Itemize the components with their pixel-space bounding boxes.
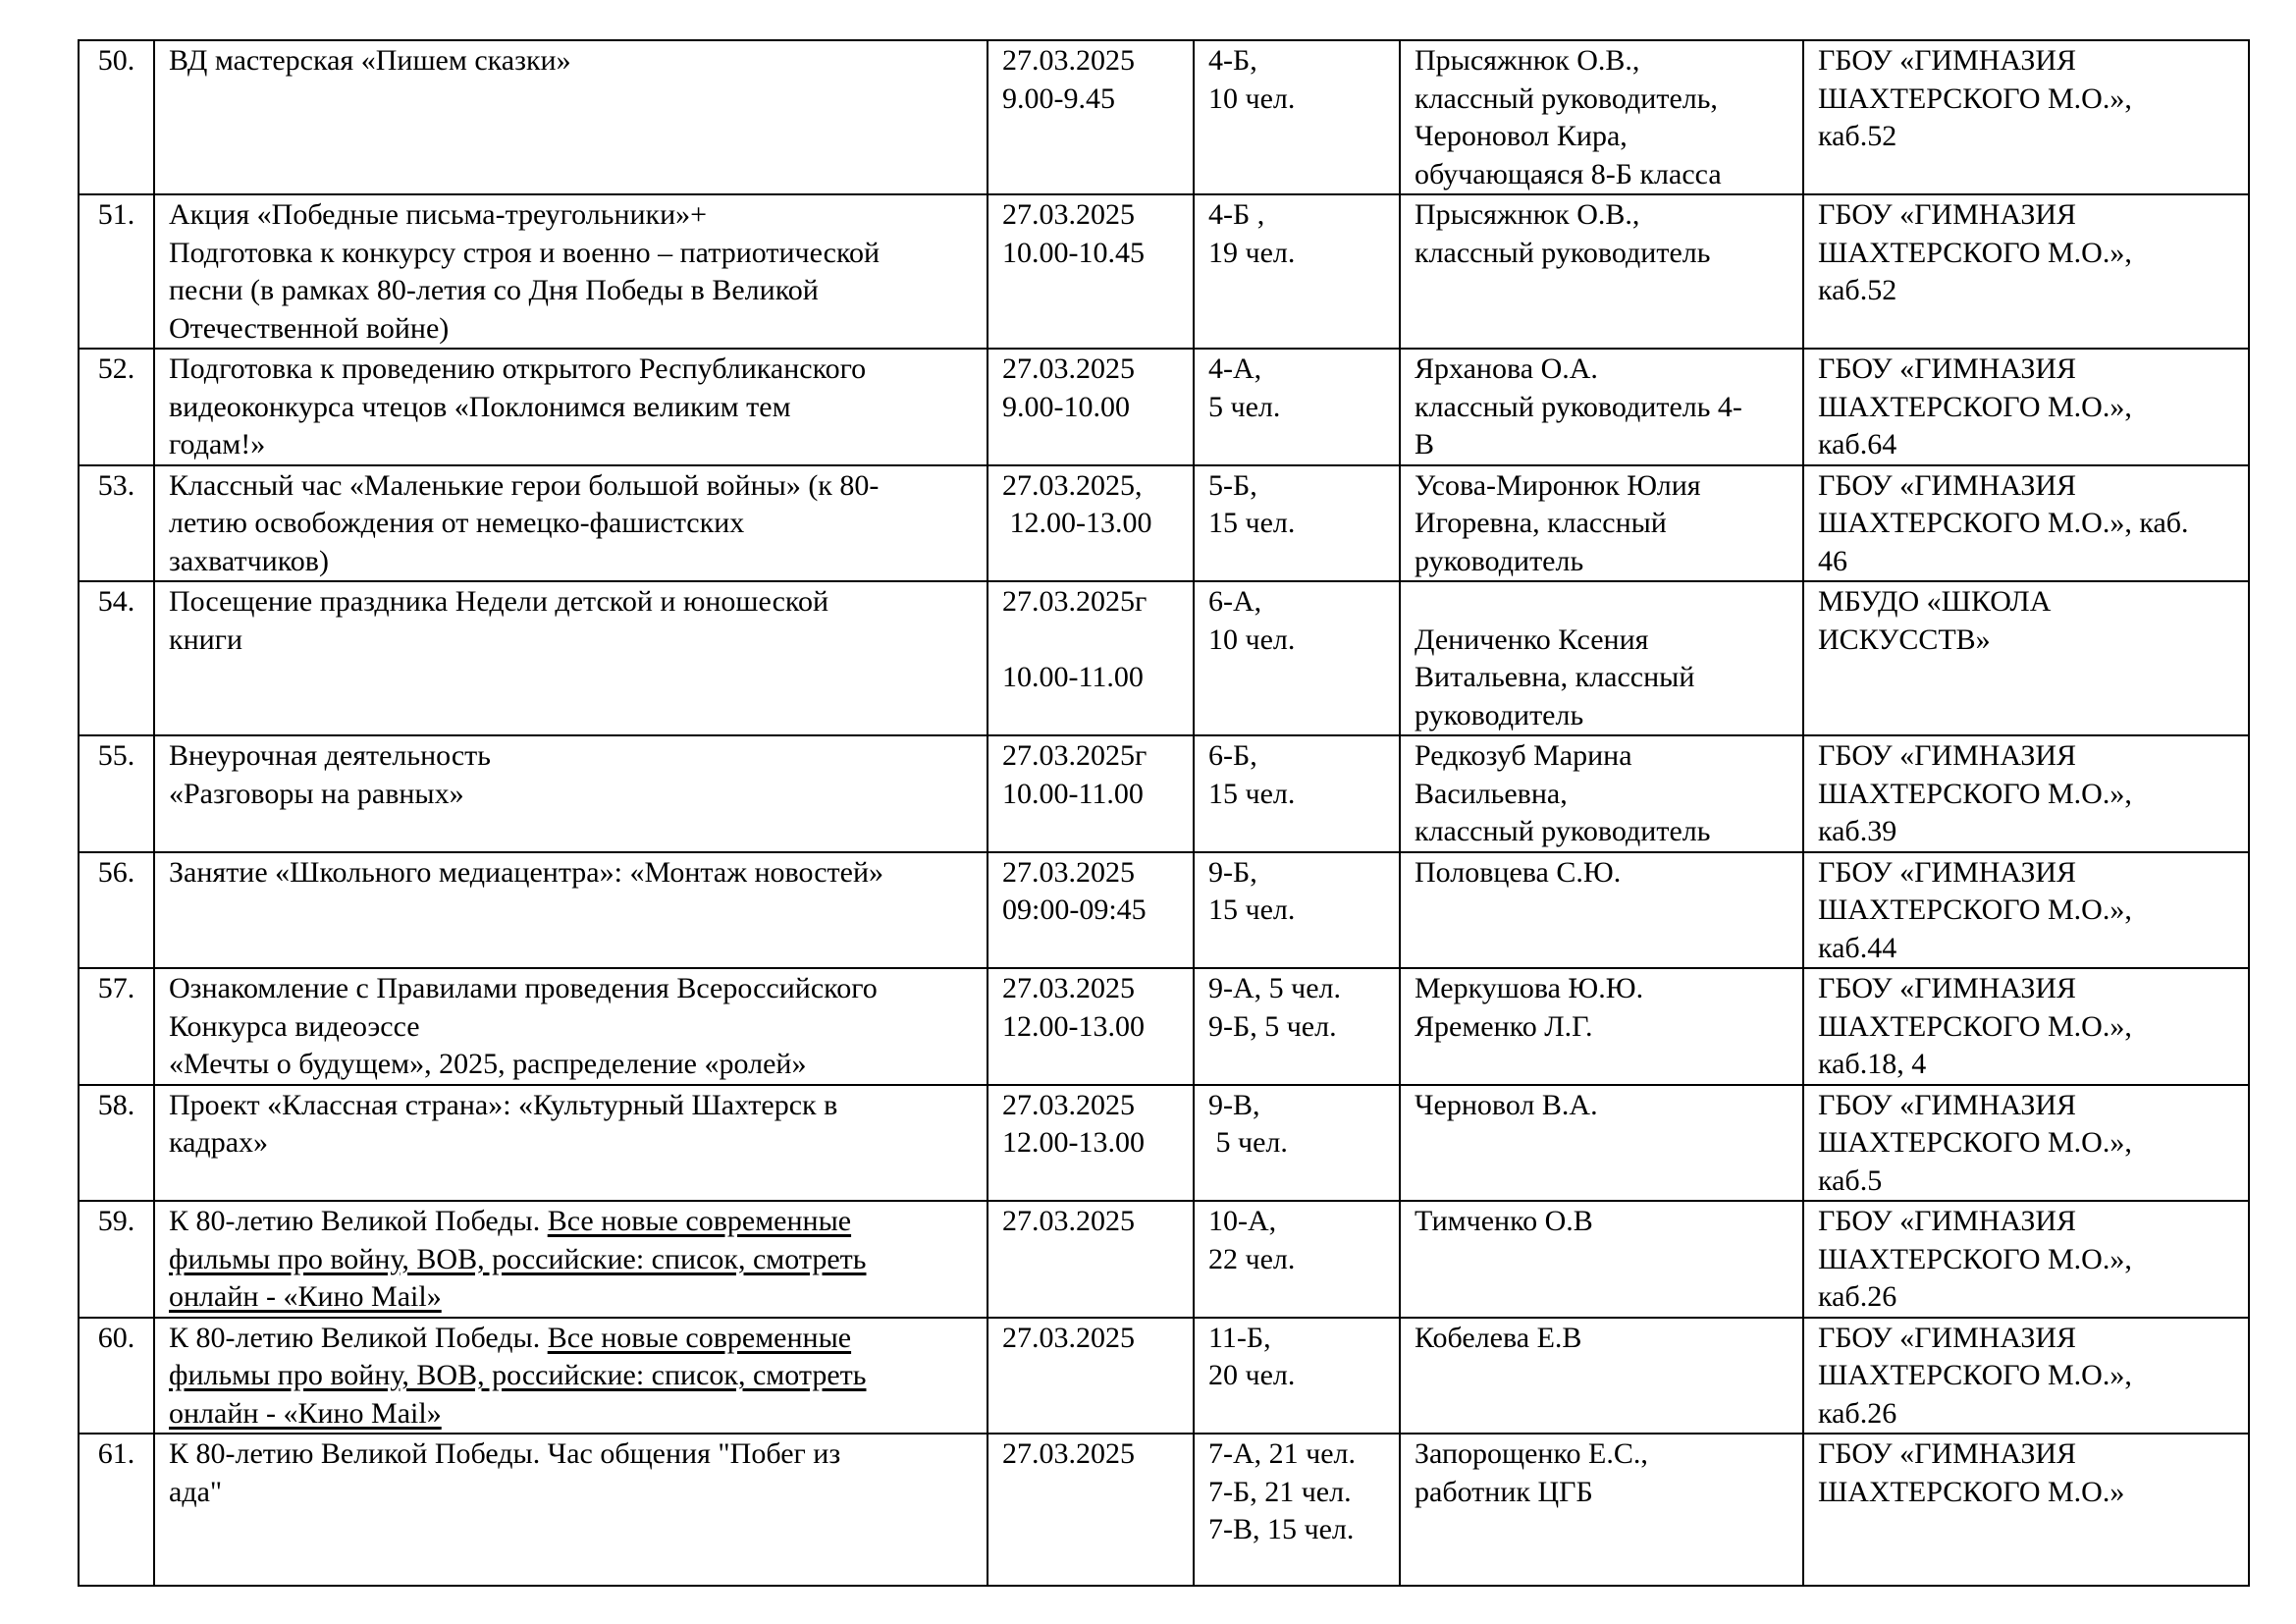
participants-text-line: 7-В, 15 чел. xyxy=(1208,1513,1355,1545)
date-text-line: 27.03.2025 xyxy=(1002,1088,1135,1121)
cell-place xyxy=(1803,1201,2249,1318)
row-number: 58. xyxy=(97,1088,135,1121)
cell-responsible xyxy=(1400,40,1803,194)
row-number: 57. xyxy=(97,972,135,1004)
table-row xyxy=(79,465,2249,582)
participants-text-line: 22 чел. xyxy=(1208,1242,1296,1275)
participants-text-line: 10 чел. xyxy=(1208,81,1296,115)
event-prefix: К 80-летию Великой Победы. xyxy=(169,1205,548,1237)
event-link-line xyxy=(169,1241,973,1279)
place-text-line: ШАХТЕРСКОГО М.О.», xyxy=(1818,1126,2132,1159)
participants-text-line: 6-Б, xyxy=(1208,739,1257,772)
events-table-body xyxy=(79,40,2249,1586)
place-text-line: каб.18, 4 xyxy=(1818,1048,1927,1080)
cell-participants xyxy=(1194,581,1400,735)
cell-num xyxy=(79,581,154,735)
event-text-line: песни (в рамках 80-летия со Дня Победы в Великой xyxy=(169,274,819,306)
event-text-line xyxy=(169,1203,973,1241)
responsible-text-line: Яременко Л.Г. xyxy=(1415,1009,1593,1043)
responsible-text-line: Чероновол Кира, xyxy=(1415,120,1628,152)
place-text-line: каб.39 xyxy=(1818,815,1897,847)
cell-responsible xyxy=(1400,968,1803,1085)
event-text-line: «Разговоры на равных» xyxy=(169,777,464,810)
cell-place xyxy=(1803,349,2249,465)
cell-participants xyxy=(1194,968,1400,1085)
event-text-line: ВД мастерская «Пишем сказки» xyxy=(169,44,571,77)
table-row xyxy=(79,1434,2249,1586)
date-text-line: 27.03.2025 xyxy=(1002,1321,1135,1354)
place-text-line: ГБОУ «ГИМНАЗИЯ xyxy=(1818,1205,2077,1237)
event-text-line: видеоконкурса чтецов «Поклонимся великим тем xyxy=(169,390,791,423)
place-text-line: каб.52 xyxy=(1818,120,1897,152)
date-text-line: 27.03.2025 xyxy=(1002,1205,1135,1237)
place-text-line: ГБОУ «ГИМНАЗИЯ xyxy=(1818,468,2077,502)
date-text-line: 10.00-11.00 xyxy=(1002,661,1144,693)
cell-date xyxy=(988,194,1194,349)
cell-responsible xyxy=(1400,349,1803,465)
table-row xyxy=(79,735,2249,852)
cell-responsible xyxy=(1400,581,1803,735)
date-text-line: 27.03.2025 xyxy=(1002,44,1135,77)
place-text-line: ГБОУ «ГИМНАЗИЯ xyxy=(1818,1088,2077,1121)
participants-text-line: 15 чел. xyxy=(1208,507,1296,539)
date-text-line: 27.03.2025 xyxy=(1002,972,1135,1004)
cell-num xyxy=(79,1318,154,1435)
date-text-line: 12.00-13.00 xyxy=(1002,1126,1145,1159)
event-text-line: Отечественной войне) xyxy=(169,311,450,345)
cell-num xyxy=(79,465,154,582)
event-text-line: ада" xyxy=(169,1475,223,1508)
event-text-line: книги xyxy=(169,623,243,656)
place-text-line: ГБОУ «ГИМНАЗИЯ xyxy=(1818,1321,2077,1354)
cell-num xyxy=(79,40,154,194)
event-text-line: Конкурса видеоэссе xyxy=(169,1009,420,1043)
cell-num xyxy=(79,1201,154,1318)
responsible-text-line: Кобелева Е.В xyxy=(1415,1321,1582,1354)
responsible-text-line: обучающаяся 8-Б класса xyxy=(1415,157,1722,190)
place-text-line: каб.5 xyxy=(1818,1164,1883,1197)
cell-participants xyxy=(1194,1201,1400,1318)
place-text-line: ГБОУ «ГИМНАЗИЯ xyxy=(1818,44,2077,77)
place-text-line: ШАХТЕРСКОГО М.О.», каб. xyxy=(1818,507,2189,539)
cell-participants xyxy=(1194,1085,1400,1202)
cell-responsible xyxy=(1400,1318,1803,1435)
place-text-line: ШАХТЕРСКОГО М.О.», xyxy=(1818,390,2132,423)
event-link-line xyxy=(169,1278,973,1317)
cell-date xyxy=(988,1318,1194,1435)
responsible-text-line: Прысяжнюк О.В., xyxy=(1415,198,1640,231)
cell-participants xyxy=(1194,1318,1400,1435)
responsible-text-line: Усова-Миронюк Юлия xyxy=(1415,468,1701,502)
date-text-line: 10.00-10.45 xyxy=(1002,236,1145,269)
participants-text-line: 11-Б, xyxy=(1208,1321,1271,1354)
responsible-text-line: Васильевна, xyxy=(1415,777,1568,810)
cell-responsible xyxy=(1400,465,1803,582)
cell-event xyxy=(154,194,988,349)
row-number: 52. xyxy=(97,352,135,385)
participants-text-line: 15 чел. xyxy=(1208,777,1296,810)
responsible-text-line: Прысяжнюк О.В., xyxy=(1415,44,1640,77)
participants-text-line: 19 чел. xyxy=(1208,236,1296,269)
table-row xyxy=(79,1201,2249,1318)
responsible-text-line: руководитель xyxy=(1415,698,1584,731)
event-text-line: Занятие «Школьного медиацентра»: «Монтаж новостей» xyxy=(169,855,884,889)
place-text-line: МБУДО «ШКОЛА xyxy=(1818,585,2052,618)
participants-text-line: 9-Б, 5 чел. xyxy=(1208,1009,1337,1043)
date-text-line: 27.03.2025 xyxy=(1002,855,1135,889)
place-text-line: ИСКУССТВ» xyxy=(1818,623,1991,656)
event-link[interactable]: онлайн - «Кино Mail» xyxy=(169,1396,442,1430)
cell-event xyxy=(154,40,988,194)
participants-text-line: 20 чел. xyxy=(1208,1359,1296,1391)
participants-text-line: 7-А, 21 чел. xyxy=(1208,1437,1357,1470)
cell-place xyxy=(1803,1085,2249,1202)
cell-num xyxy=(79,852,154,969)
cell-num xyxy=(79,968,154,1085)
cell-date xyxy=(988,1085,1194,1202)
cell-participants xyxy=(1194,735,1400,852)
cell-num xyxy=(79,735,154,852)
responsible-text-line: Ярханова О.А. xyxy=(1415,352,1598,385)
responsible-text-line: Редкозуб Марина xyxy=(1415,739,1632,772)
date-text-line: 9.00-10.00 xyxy=(1002,390,1130,423)
cell-responsible xyxy=(1400,194,1803,349)
row-number: 50. xyxy=(97,44,135,77)
table-row xyxy=(79,1085,2249,1202)
cell-responsible xyxy=(1400,1085,1803,1202)
event-text-line: кадрах» xyxy=(169,1126,269,1159)
place-text-line: каб.44 xyxy=(1818,931,1897,964)
cell-event xyxy=(154,968,988,1085)
table-row xyxy=(79,581,2249,735)
place-text-line: ШАХТЕРСКОГО М.О.», xyxy=(1818,777,2132,810)
row-number: 60. xyxy=(97,1321,135,1354)
cell-event xyxy=(154,1434,988,1586)
cell-event xyxy=(154,465,988,582)
date-text-line: 27.03.2025 xyxy=(1002,352,1135,385)
event-link-line xyxy=(169,1395,973,1434)
cell-event xyxy=(154,581,988,735)
row-number: 59. xyxy=(97,1205,135,1237)
place-text-line: ГБОУ «ГИМНАЗИЯ xyxy=(1818,1437,2077,1470)
event-text-line: захватчиков) xyxy=(169,544,329,577)
cell-event xyxy=(154,1085,988,1202)
event-link[interactable]: Все новые современные xyxy=(547,1321,852,1354)
participants-text-line: 6-А, xyxy=(1208,585,1262,618)
cell-num xyxy=(79,194,154,349)
responsible-text-line: Половцева С.Ю. xyxy=(1415,855,1622,889)
date-text-line: 27.03.2025, xyxy=(1002,468,1143,502)
event-text-line: Посещение праздника Недели детской и юношеской xyxy=(169,585,829,618)
date-text-line: 09:00-09:45 xyxy=(1002,893,1147,926)
date-text-line: 12.00-13.00 xyxy=(1002,1009,1145,1043)
event-text-line: Подготовка к конкурсу строя и военно – патриотической xyxy=(169,236,881,269)
participants-text-line: 15 чел. xyxy=(1208,893,1296,926)
cell-place xyxy=(1803,1318,2249,1435)
responsible-text-line: работник ЦГБ xyxy=(1415,1475,1593,1508)
row-number: 56. xyxy=(97,855,135,889)
cell-event xyxy=(154,1318,988,1435)
event-prefix: К 80-летию Великой Победы. xyxy=(169,1321,548,1354)
event-text-line: летию освобождения от немецко-фашистских xyxy=(169,507,745,539)
date-text-line: 12.00-13.00 xyxy=(1002,507,1152,539)
cell-participants xyxy=(1194,194,1400,349)
cell-num xyxy=(79,1085,154,1202)
row-number: 55. xyxy=(97,739,135,772)
participants-text-line: 4-Б, xyxy=(1208,44,1257,77)
date-text-line: 27.03.2025 xyxy=(1002,198,1135,231)
cell-num xyxy=(79,1434,154,1586)
participants-text-line: 4-Б , xyxy=(1208,198,1265,231)
event-text-line: Акция «Победные письма-треугольники»+ xyxy=(169,198,708,231)
event-text-line: К 80-летию Великой Победы. Час общения "Побег из xyxy=(169,1437,841,1470)
cell-responsible xyxy=(1400,852,1803,969)
cell-participants xyxy=(1194,349,1400,465)
cell-event xyxy=(154,852,988,969)
event-text-line: Проект «Классная страна»: «Культурный Шахтерск в xyxy=(169,1088,838,1121)
row-number: 61. xyxy=(97,1437,135,1470)
table-row xyxy=(79,40,2249,194)
cell-num xyxy=(79,349,154,465)
event-link[interactable]: Все новые современные xyxy=(547,1205,852,1237)
participants-text-line: 10-А, xyxy=(1208,1205,1277,1237)
date-text-line: 9.00-9.45 xyxy=(1002,81,1115,115)
place-text-line: ШАХТЕРСКОГО М.О.», xyxy=(1818,893,2132,926)
place-text-line: ГБОУ «ГИМНАЗИЯ xyxy=(1818,352,2077,385)
participants-text-line: 9-А, 5 чел. xyxy=(1208,972,1342,1004)
responsible-text-line: классный руководитель xyxy=(1415,815,1711,847)
place-text-line: каб.26 xyxy=(1818,1396,1897,1430)
place-text-line: каб.52 xyxy=(1818,274,1897,306)
row-number: 53. xyxy=(97,468,135,502)
cell-event xyxy=(154,735,988,852)
event-text-line xyxy=(169,1320,973,1358)
table-row xyxy=(79,968,2249,1085)
place-text-line: 46 xyxy=(1818,544,1847,577)
place-text-line: ШАХТЕРСКОГО М.О.», xyxy=(1818,1359,2132,1391)
cell-place xyxy=(1803,735,2249,852)
responsible-text-line: классный руководитель, xyxy=(1415,81,1718,115)
cell-place xyxy=(1803,968,2249,1085)
participants-text-line: 10 чел. xyxy=(1208,623,1296,656)
responsible-text-line: Запорощенко Е.С., xyxy=(1415,1437,1648,1470)
table-row xyxy=(79,349,2249,465)
event-text-line: Внеурочная деятельность xyxy=(169,739,491,772)
cell-responsible xyxy=(1400,1434,1803,1586)
cell-participants xyxy=(1194,40,1400,194)
participants-text-line: 5 чел. xyxy=(1208,1126,1288,1159)
participants-text-line: 7-Б, 21 чел. xyxy=(1208,1475,1352,1508)
responsible-text-line: Тимченко О.В xyxy=(1415,1205,1593,1237)
participants-text-line: 4-А, xyxy=(1208,352,1262,385)
participants-text-line: 9-В, xyxy=(1208,1088,1260,1121)
cell-place xyxy=(1803,852,2249,969)
place-text-line: ШАХТЕРСКОГО М.О.», xyxy=(1818,81,2132,115)
responsible-text-line: классный руководитель 4- xyxy=(1415,390,1742,423)
place-text-line: ГБОУ «ГИМНАЗИЯ xyxy=(1818,198,2077,231)
cell-participants xyxy=(1194,852,1400,969)
cell-date xyxy=(988,735,1194,852)
responsible-text-line: Черновол В.А. xyxy=(1415,1088,1598,1121)
participants-text-line: 5-Б, xyxy=(1208,468,1257,502)
cell-date xyxy=(988,581,1194,735)
cell-place xyxy=(1803,194,2249,349)
event-text-line: Подготовка к проведению открытого Республиканского xyxy=(169,352,867,385)
event-link[interactable]: фильмы про войну, ВОВ, российские: список, смотреть xyxy=(169,1242,867,1275)
place-text-line: ШАХТЕРСКОГО М.О.», xyxy=(1818,1242,2132,1275)
event-text-line: «Мечты о будущем», 2025, распределение «ролей» xyxy=(169,1048,807,1080)
cell-event xyxy=(154,349,988,465)
responsible-text-line: Дениченко Ксения xyxy=(1415,623,1649,656)
responsible-text-line: руководитель xyxy=(1415,544,1584,577)
cell-place xyxy=(1803,1434,2249,1586)
participants-text-line: 5 чел. xyxy=(1208,390,1281,423)
event-link-line xyxy=(169,1357,973,1395)
responsible-text-line xyxy=(1415,583,1789,622)
table-row xyxy=(79,852,2249,969)
cell-participants xyxy=(1194,465,1400,582)
cell-responsible xyxy=(1400,1201,1803,1318)
responsible-text-line: Меркушова Ю.Ю. xyxy=(1415,972,1644,1004)
event-text-line: годам!» xyxy=(169,428,266,460)
cell-date xyxy=(988,40,1194,194)
place-text-line: ШАХТЕРСКОГО М.О.», xyxy=(1818,1009,2132,1043)
place-text-line: ГБОУ «ГИМНАЗИЯ xyxy=(1818,972,2077,1004)
cell-place xyxy=(1803,581,2249,735)
cell-date xyxy=(988,465,1194,582)
place-text-line: ГБОУ «ГИМНАЗИЯ xyxy=(1818,855,2077,889)
place-text-line: ГБОУ «ГИМНАЗИЯ xyxy=(1818,739,2077,772)
date-text-line: 10.00-11.00 xyxy=(1002,777,1144,810)
cell-date xyxy=(988,349,1194,465)
place-text-line: ШАХТЕРСКОГО М.О.» xyxy=(1818,1475,2125,1508)
responsible-text-line: Витальевна, классный xyxy=(1415,661,1695,693)
place-text-line: каб.26 xyxy=(1818,1280,1897,1313)
participants-text-line: 9-Б, xyxy=(1208,855,1257,889)
cell-date xyxy=(988,968,1194,1085)
events-table xyxy=(78,39,2250,1587)
event-text-line: Классный час «Маленькие герои большой войны» (к 80- xyxy=(169,468,880,502)
cell-place xyxy=(1803,40,2249,194)
cell-date xyxy=(988,852,1194,969)
table-row xyxy=(79,1318,2249,1435)
row-number: 54. xyxy=(97,585,135,618)
cell-place xyxy=(1803,465,2249,582)
place-text-line: ШАХТЕРСКОГО М.О.», xyxy=(1818,236,2132,269)
responsible-text-line: классный руководитель xyxy=(1415,236,1711,269)
event-text-line: Ознакомление с Правилами проведения Всероссийского xyxy=(169,972,878,1004)
date-text-line: 27.03.2025 xyxy=(1002,1437,1135,1470)
cell-date xyxy=(988,1201,1194,1318)
cell-responsible xyxy=(1400,735,1803,852)
responsible-text-line: Игоревна, классный xyxy=(1415,507,1667,539)
cell-event xyxy=(154,1201,988,1318)
date-text-line: 27.03.2025г xyxy=(1002,739,1148,772)
date-text-line xyxy=(1002,622,1179,660)
cell-date xyxy=(988,1434,1194,1586)
event-link[interactable]: фильмы про войну, ВОВ, российские: список, смотреть xyxy=(169,1359,867,1391)
cell-participants xyxy=(1194,1434,1400,1586)
responsible-text-line: В xyxy=(1415,428,1435,460)
table-row xyxy=(79,194,2249,349)
place-text-line: каб.64 xyxy=(1818,428,1897,460)
event-link[interactable]: онлайн - «Кино Mail» xyxy=(169,1280,442,1313)
row-number: 51. xyxy=(97,198,135,231)
date-text-line: 27.03.2025г xyxy=(1002,585,1148,618)
